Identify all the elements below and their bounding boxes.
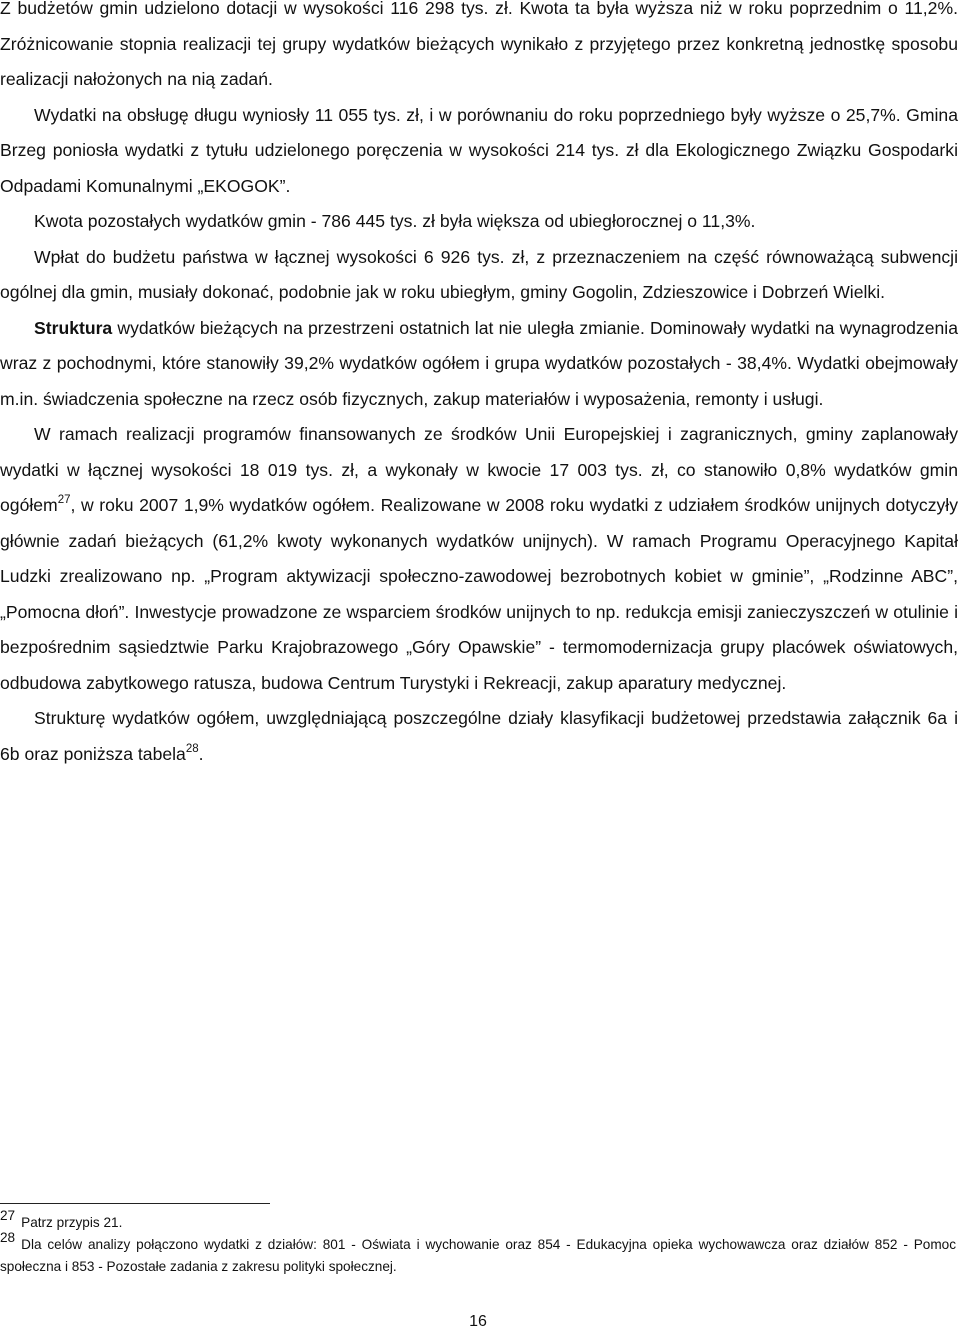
footnote-text: Dla celów analizy połączono wydatki z działów: 801 - Oświata i wychowanie oraz 854 - Edukacyjna opieka wychowawcza oraz działów 852 - Pomoc społeczna i 853 - Pozostałe zadania z zakresu polityki społecznej. xyxy=(0,1237,956,1274)
footnotes xyxy=(0,1208,956,1278)
paragraph-text: . xyxy=(198,743,204,764)
page-number: 16 xyxy=(469,1313,487,1330)
paragraph-text: Kwota pozostałych wydatków gmin - 786 445 tys. zł była większa od ubiegłorocznej o 11,3%. xyxy=(34,211,756,231)
paragraph-expense-structure xyxy=(0,701,958,772)
paragraph-text: Wpłat do budżetu państwa w łącznej wysokości 6 926 tys. zł, z przeznaczeniem na część równoważącą subwencji ogólnej dla gmin, musiały dokonać, podobnie jak w roku ubiegłym, gminy Gogolin, Zdzieszowice i Dobrzeń Wielki. xyxy=(0,246,958,302)
footnote-separator xyxy=(0,1203,270,1204)
paragraph-text: , w roku 2007 1,9% wydatków ogółem. Realizowane w 2008 roku wydatki z udziałem środków unijnych dotyczyły głównie zadań bieżących (61,2% kwoty wykonanych wydatków unijnych). W ramach Programu Operacyjnego Kapitał Ludzki zrealizowano np. „Program aktywizacji społeczno-zawodowej bezrobotnych kobiet w gminie”, „Rodzinne ABC”, „Pomocna dłoń”. Inwestycje prowadzone ze wsparciem środków unijnych to np. redukcja emisji zanieczyszczeń w otulinie i bezpośrednim sąsiedztwie Parku Krajobrazowego „Góry Opawskie” - termomodernizacja grupy placówek oświatowych, odbudowa zabytkowego ratusza, budowa Centrum Turystyki i Rekreacji, zakup aparatury medycznej. xyxy=(0,495,958,693)
paragraph-structure xyxy=(0,311,958,418)
paragraph-text: Wydatki na obsługę długu wyniosły 11 055 tys. zł, i w porównaniu do roku poprzedniego były wyższe o 25,7%. Gmina Brzeg poniosła wydatki z tytułu udzielonego poręczenia w wysokości 214 tys. zł dla Ekologicznego Związku Gospodarki Odpadami Komunalnymi „EKOGOK”. xyxy=(0,104,958,196)
paragraph-other-expenses xyxy=(0,204,958,240)
paragraph-eu-programs xyxy=(0,417,958,701)
footnote-ref-27[interactable]: 27 xyxy=(57,494,71,506)
paragraph-text: wydatków bieżących na przestrzeni ostatnich lat nie uległa zmianie. Dominowały wydatki na wynagrodzenia wraz z pochodnymi, które stanowiły 39,2% wydatków ogółem i grupa wydatków pozostałych - 38,4%. Wydatki obejmowały m.in. świadczenia społeczne na rzecz osób fizycznych, zakup materiałów i wyposażenia, remonty i usługi. xyxy=(0,317,958,409)
footnote-27 xyxy=(0,1208,956,1234)
paragraph-subsidies xyxy=(0,0,958,98)
footnote-text: Patrz przypis 21. xyxy=(21,1215,123,1230)
paragraph-debt-service xyxy=(0,98,958,205)
paragraph-state-payments xyxy=(0,240,958,311)
footnote-ref-28[interactable]: 28 xyxy=(185,742,199,755)
footnote-28 xyxy=(0,1230,956,1278)
paragraph-text: Z budżetów gmin udzielono dotacji w wysokości 116 298 tys. zł. Kwota ta była wyższa niż w roku poprzednim o 11,2%. Zróżnicowanie stopnia realizacji tej grupy wydatków bieżących wynikało z przyjętego przez konkretną jednostkę sposobu realizacji nałożonych na nią zadań. xyxy=(0,0,958,89)
paragraph-text: W ramach realizacji programów finansowanych ze środków Unii Europejskiej i zagranicznych, gminy zaplanowały wydatki w łącznej wysokości 18 019 tys. zł, a wykonały w kwocie 17 003 tys. zł, co stanowiło 0,8% wydatków gmin ogółem xyxy=(0,424,958,515)
footnote-number: 28 xyxy=(0,1230,16,1245)
footnote-number: 27 xyxy=(0,1208,16,1223)
bold-lead-word: Struktura xyxy=(34,317,113,338)
paragraph-text: Strukturę wydatków ogółem, uwzględniającą poszczególne działy klasyfikacji budżetowej przedstawia załącznik 6a i 6b oraz poniższa tabela xyxy=(0,708,958,764)
